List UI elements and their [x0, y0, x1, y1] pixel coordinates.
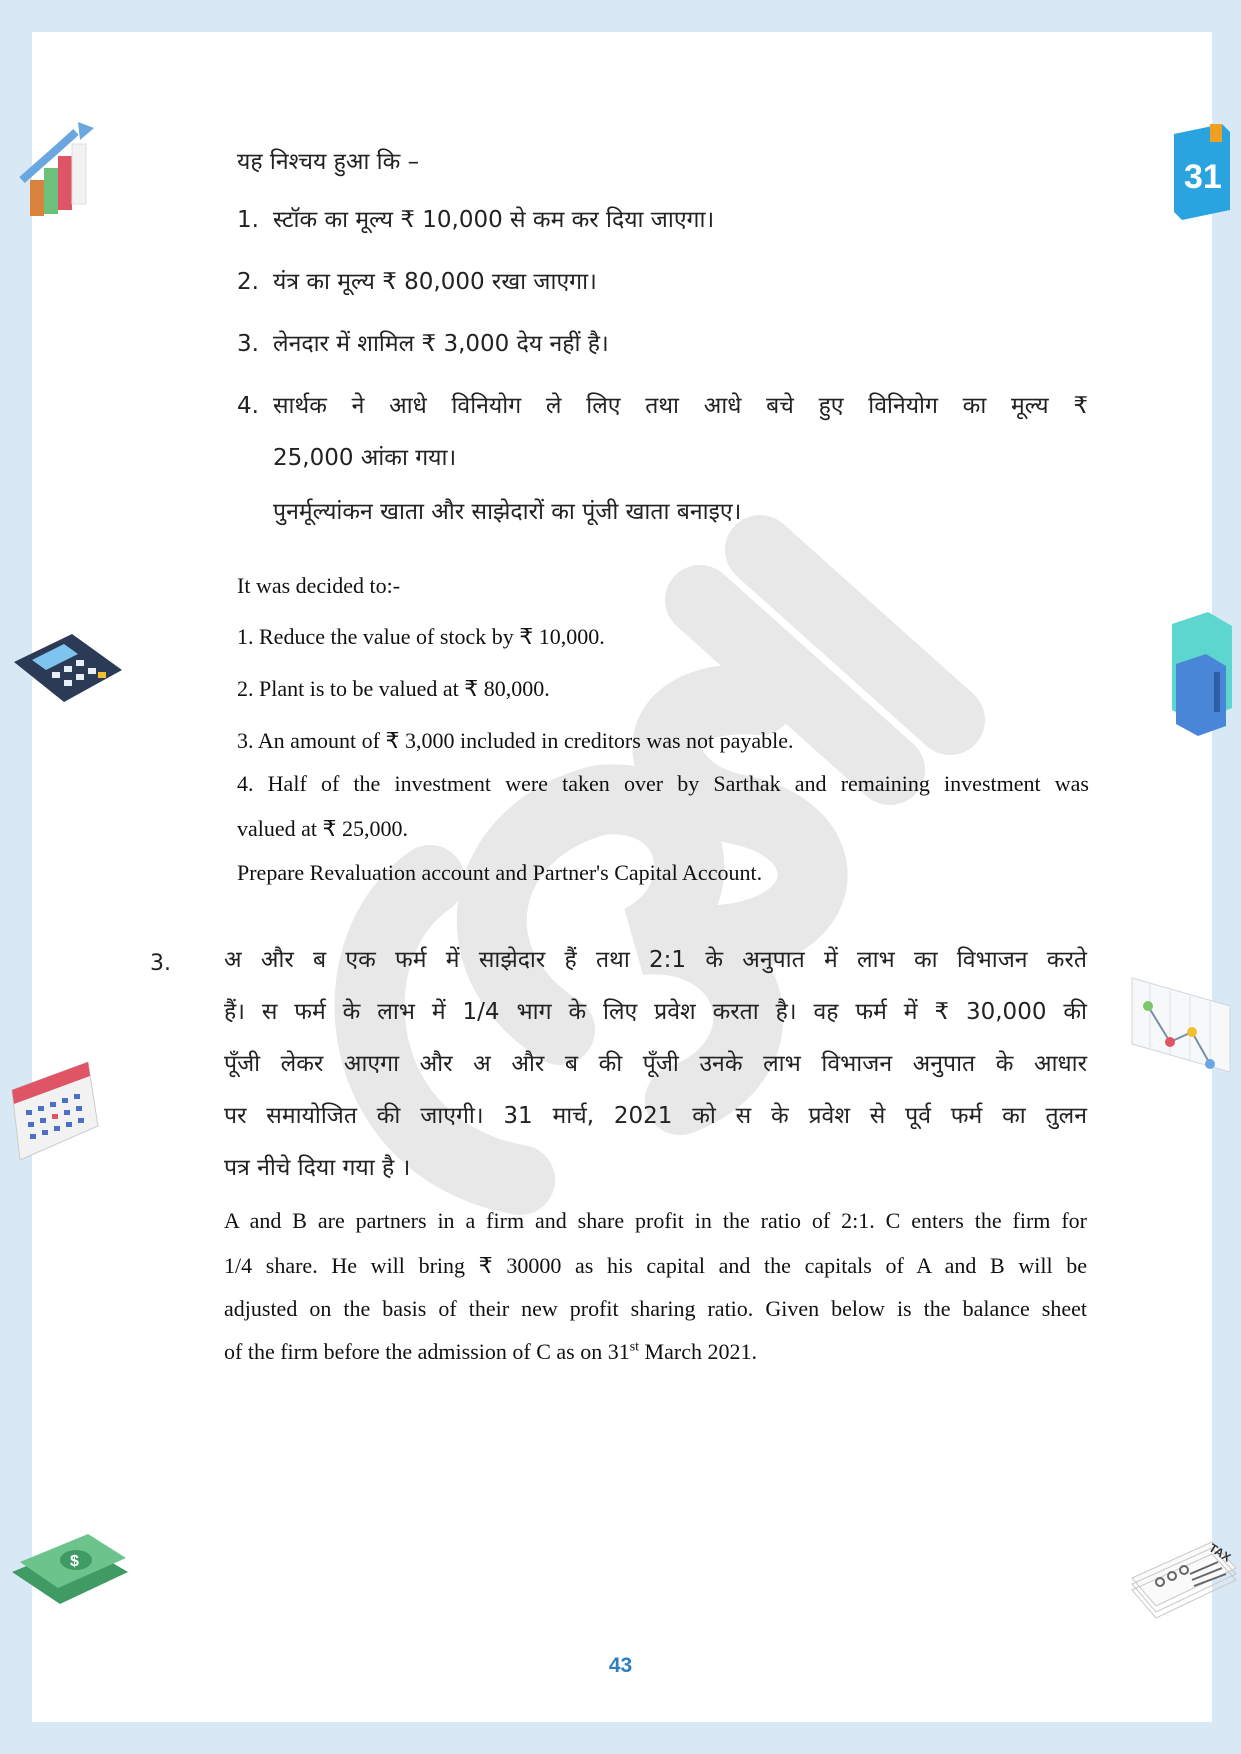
- q3-english-line-1: A and B are partners in a firm and share profit in the ratio of 2:1. C enters the firm for: [224, 1208, 1087, 1233]
- english-item-4-line2: valued at ₹ 25,000.: [237, 816, 409, 841]
- item-number: 1.: [237, 207, 259, 233]
- hindi-item-4-line1: सार्थक ने आधे विनियोग ले लिए तथा आधे बचे हुए विनियोग का मूल्य ₹: [273, 393, 1088, 419]
- english-item-4-line1: 4. Half of the investment were taken over by Sarthak and remaining investment was: [237, 771, 1089, 796]
- q3-hindi-line-5: पत्र नीचे दिया गया है ।: [224, 1155, 411, 1181]
- english-instruction: Prepare Revaluation account and Partner's Capital Account.: [237, 860, 763, 885]
- q3-hindi-line-1: अ और ब एक फर्म में साझेदार हैं तथा 2:1 के अनुपात में लाभ का विभाजन करते: [224, 947, 1087, 973]
- hindi-item-4: [237, 392, 273, 422]
- hindi-intro: यह निश्चय हुआ कि –: [237, 149, 420, 175]
- line-text: of the firm before the admission of C as on 31: [224, 1339, 630, 1364]
- q3-english-line-4: [224, 1338, 757, 1367]
- q3-english-line-3: adjusted on the basis of their new profit sharing ratio. Given below is the balance sheet: [224, 1296, 1087, 1321]
- hindi-item-3: [237, 330, 609, 360]
- calculator-icon: [12, 632, 124, 708]
- item-number: 4.: [237, 393, 259, 419]
- calendar-number: 31: [1184, 158, 1222, 196]
- calendar-31-icon: [1170, 124, 1234, 220]
- money-bills-icon: [10, 1528, 132, 1608]
- hindi-item-4-line2: 25,000 आंका गया।: [273, 445, 457, 471]
- item-text: स्टॉक का मूल्य ₹ 10,000 से कम कर दिया जाएगा।: [273, 207, 715, 233]
- english-item-1: 1. Reduce the value of stock by ₹ 10,000.: [237, 624, 605, 649]
- q3-english-line-2: 1/4 share. He will bring ₹ 30000 as his capital and the capitals of A and B will be: [224, 1253, 1087, 1278]
- item-text: लेनदार में शामिल ₹ 3,000 देय नहीं है।: [273, 331, 609, 357]
- tax-papers-icon: [1130, 1528, 1238, 1620]
- q3-hindi-line-4: पर समायोजित की जाएगी। 31 मार्च, 2021 को स के प्रवेश से पूर्व फर्म का तुलन: [224, 1103, 1087, 1129]
- question-number: 3.: [150, 951, 171, 976]
- english-item-3: 3. An amount of ₹ 3,000 included in creditors was not payable.: [237, 728, 794, 753]
- english-item-2: 2. Plant is to be valued at ₹ 80,000.: [237, 676, 550, 701]
- line-chart-board-icon: [1130, 976, 1232, 1076]
- binders-icon: [1168, 612, 1236, 736]
- item-text: यंत्र का मूल्य ₹ 80,000 रखा जाएगा।: [273, 269, 597, 295]
- page-number: 43: [608, 1654, 633, 1677]
- q3-hindi-line-2: हैं। स फर्म के लाभ में 1/4 भाग के लिए प्रवेश करता है। वह फर्म में ₹ 30,000 की: [224, 999, 1087, 1025]
- desk-calendar-icon: [8, 1060, 100, 1164]
- svg-text:$: $: [70, 1553, 79, 1570]
- ordinal-suffix: st: [629, 1339, 640, 1355]
- tax-label: TAX: [1206, 1540, 1234, 1565]
- q3-hindi-line-3: पूँजी लेकर आएगा और अ और ब की पूँजी उनके लाभ विभाजन अनुपात के आधार: [224, 1051, 1087, 1077]
- hindi-instruction: पुनर्मूल्यांकन खाता और साझेदारों का पूंजी खाता बनाइए।: [273, 499, 742, 525]
- item-number: 2.: [237, 269, 259, 295]
- growth-chart-icon: [16, 120, 100, 220]
- english-intro: It was decided to:-: [237, 573, 401, 598]
- item-number: 3.: [237, 331, 259, 357]
- hindi-item-1: [237, 206, 714, 236]
- line-text: March 2021.: [639, 1339, 757, 1364]
- hindi-item-2: [237, 268, 597, 298]
